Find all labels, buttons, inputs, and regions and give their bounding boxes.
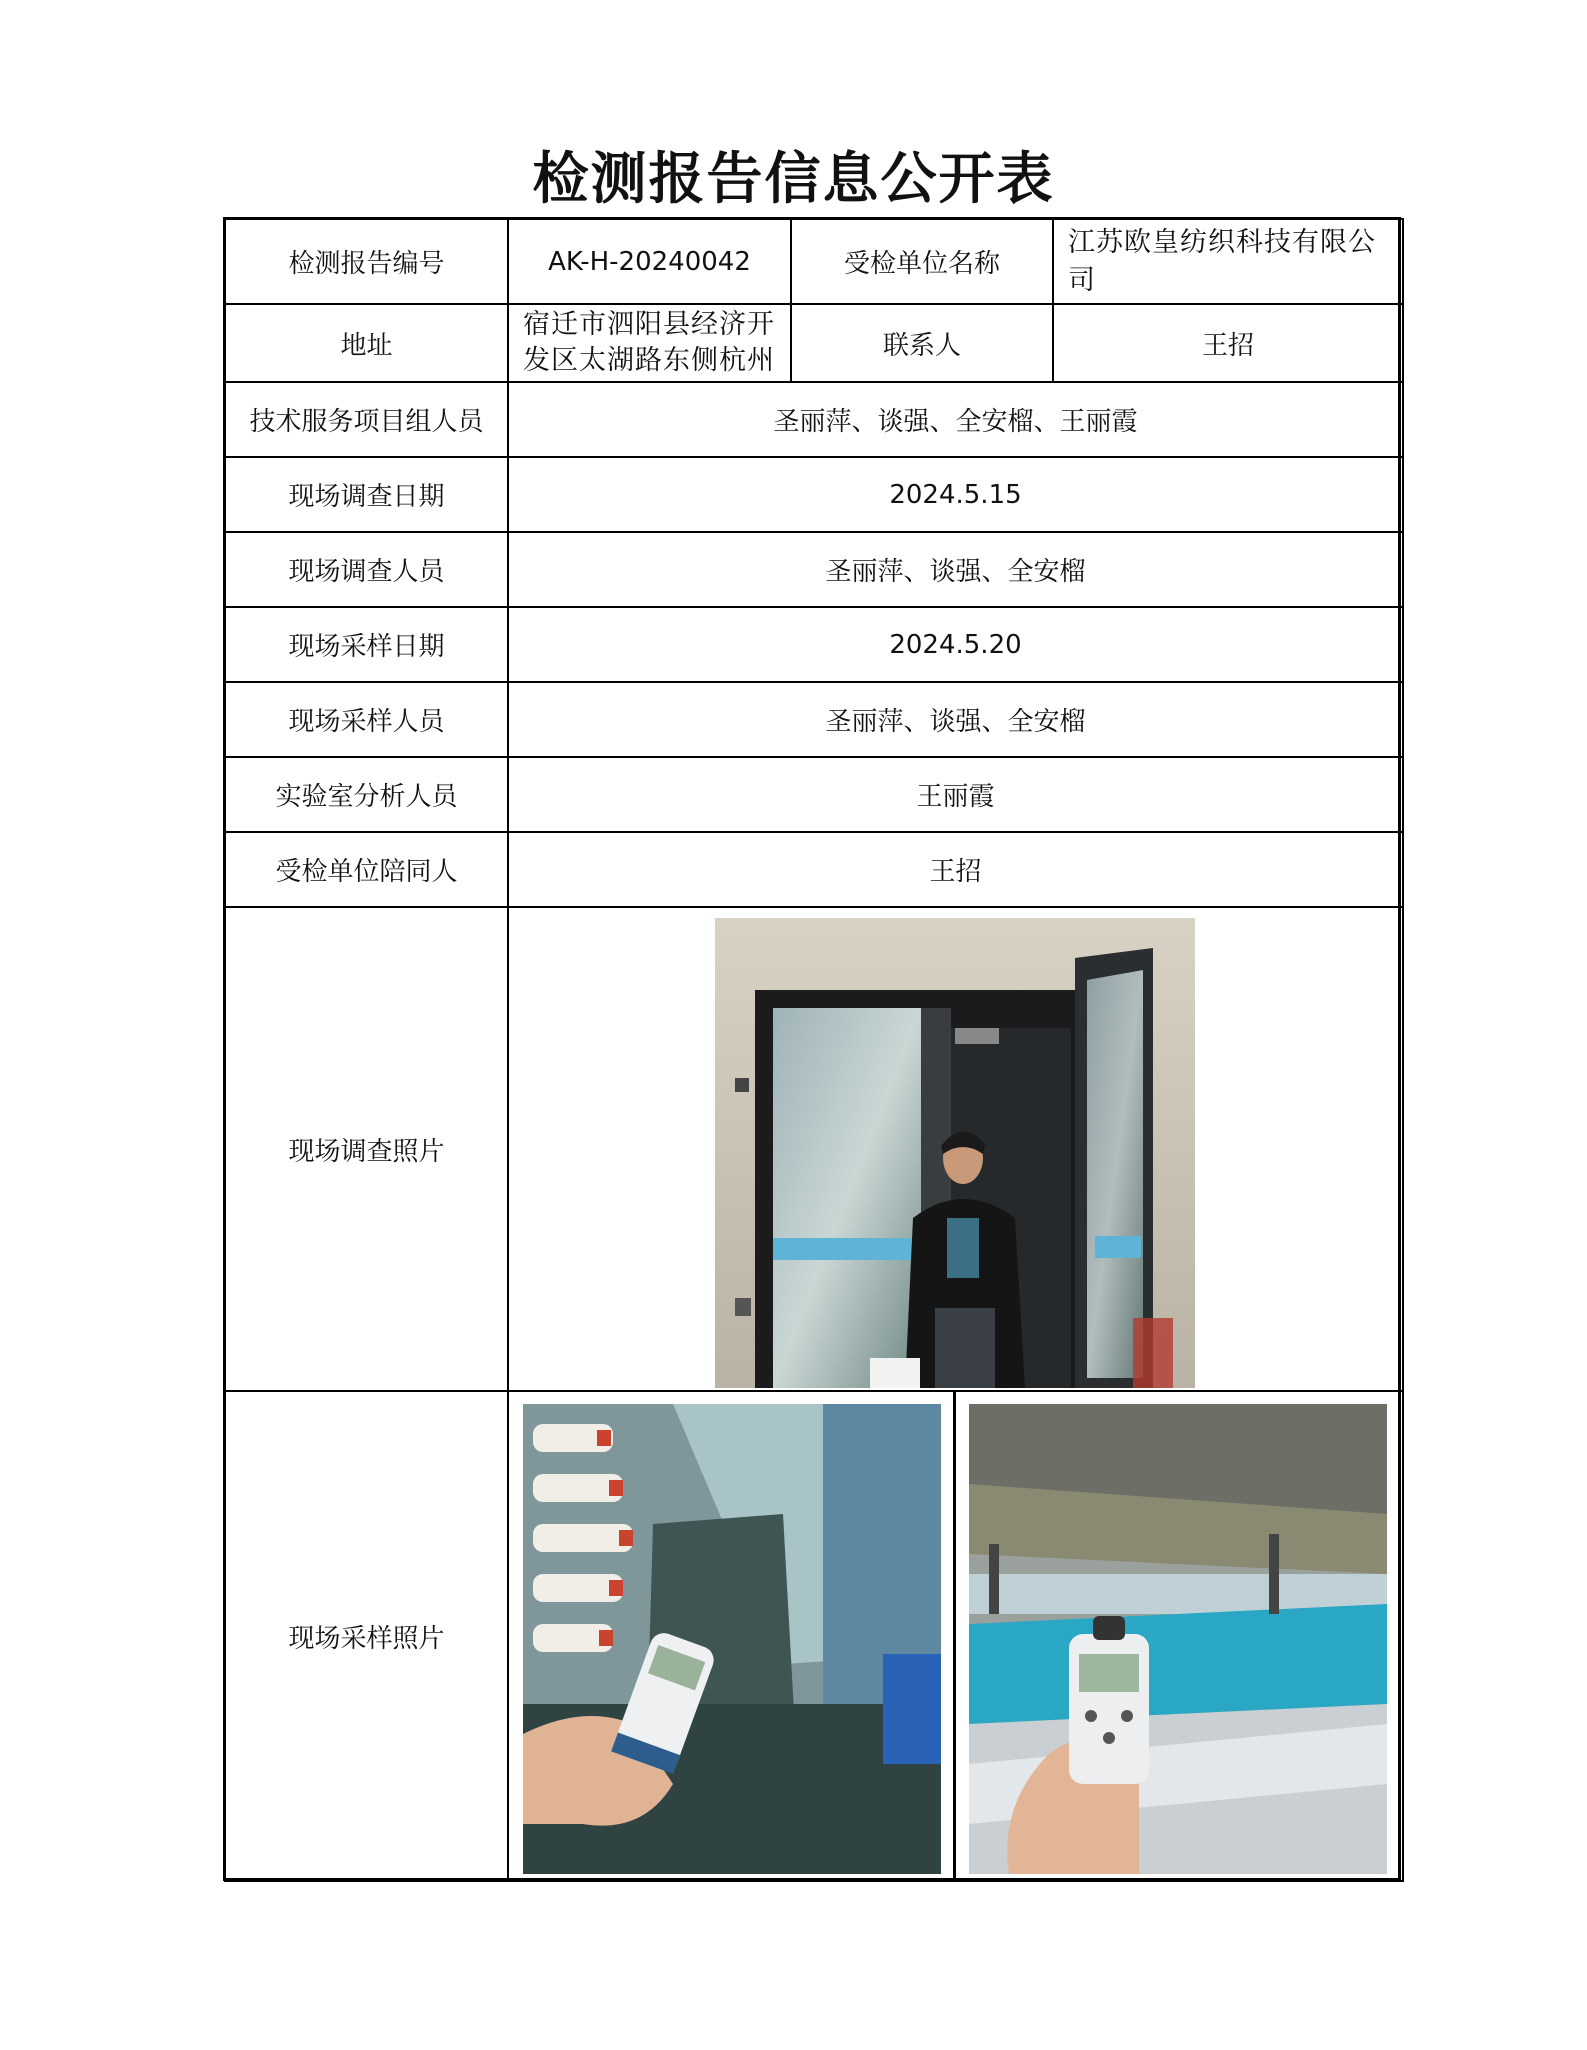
sampling-staff-value: 圣丽萍、谈强、全安榴 — [508, 682, 1403, 757]
sampling-photo-1 — [523, 1404, 941, 1874]
survey-staff-value: 圣丽萍、谈强、全安榴 — [508, 532, 1403, 607]
sampling-date-label: 现场采样日期 — [225, 607, 508, 682]
survey-photo-label: 现场调查照片 — [225, 907, 508, 1391]
table-row — [225, 1391, 1403, 1881]
escort-value: 王招 — [508, 832, 1403, 907]
escort-label: 受检单位陪同人 — [225, 832, 508, 907]
lab-staff-value: 王丽霞 — [508, 757, 1403, 832]
lab-staff-label: 实验室分析人员 — [225, 757, 508, 832]
team-label: 技术服务项目组人员 — [225, 382, 508, 457]
table-row — [225, 532, 1403, 607]
table-row — [225, 907, 1403, 1391]
sampling-photo-2-image — [969, 1404, 1387, 1874]
survey-photo-cell — [508, 907, 1403, 1391]
page-title: 检测报告信息公开表 — [532, 146, 1055, 212]
info-table — [224, 218, 1404, 1882]
unit-name-label: 受检单位名称 — [791, 219, 1053, 304]
table-row — [225, 682, 1403, 757]
photo-divider — [953, 1392, 956, 1880]
sampling-photo-cell — [508, 1391, 1403, 1881]
survey-photo — [715, 918, 1195, 1388]
survey-date-value: 2024.5.15 — [508, 457, 1403, 532]
unit-name-value: 江苏欧皇纺织科技有限公司 — [1068, 226, 1376, 296]
sampling-photo-1-image — [523, 1404, 941, 1874]
table-row — [225, 832, 1403, 907]
table-row — [225, 757, 1403, 832]
address-value: 宿迁市泗阳县经济开发区太湖路东侧杭州 — [523, 309, 775, 376]
contact-label: 联系人 — [791, 304, 1053, 382]
survey-date-label: 现场调查日期 — [225, 457, 508, 532]
team-value: 圣丽萍、谈强、全安榴、王丽霞 — [508, 382, 1403, 457]
address-label: 地址 — [225, 304, 508, 382]
table-row — [225, 304, 1403, 382]
sampling-date-value: 2024.5.20 — [508, 607, 1403, 682]
table-row — [225, 219, 1403, 304]
survey-staff-label: 现场调查人员 — [225, 532, 508, 607]
table-row — [225, 607, 1403, 682]
sampling-photo-2 — [969, 1404, 1387, 1874]
sampling-photo-label: 现场采样照片 — [225, 1391, 508, 1881]
contact-value: 王招 — [1053, 304, 1403, 382]
table-row — [225, 382, 1403, 457]
sampling-staff-label: 现场采样人员 — [225, 682, 508, 757]
report-no-label: 检测报告编号 — [225, 219, 508, 304]
table-row — [225, 457, 1403, 532]
report-no-value: AK-H-20240042 — [508, 219, 791, 304]
survey-photo-image — [715, 918, 1195, 1388]
